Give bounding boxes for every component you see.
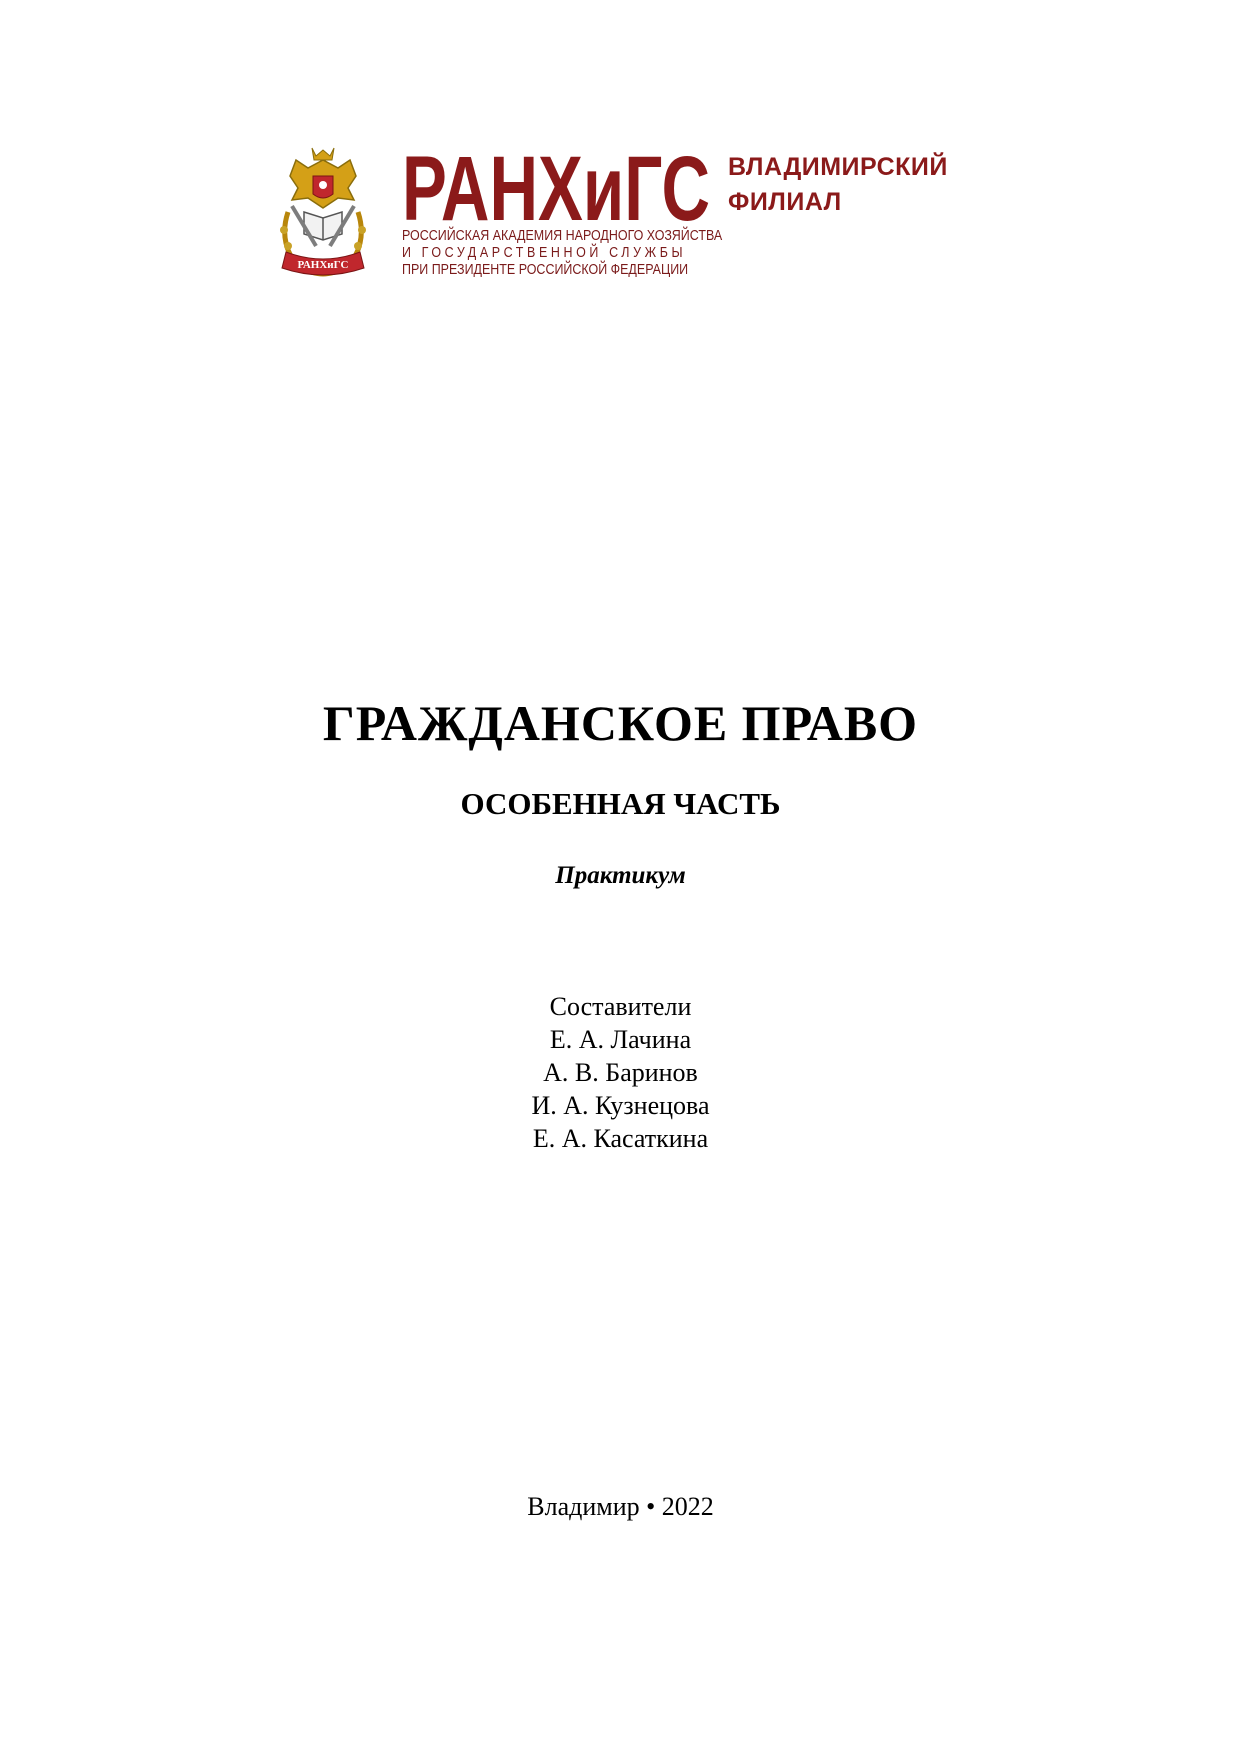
brand-name: РАНХиГС: [402, 142, 710, 228]
compilers-block: [0, 990, 1241, 1155]
branch-name: [728, 150, 948, 220]
coat-of-arms-emblem: [268, 142, 378, 282]
branch-name-line-1: ВЛАДИМИРСКИЙ: [728, 153, 948, 181]
brand-wordmark: [402, 142, 723, 282]
publisher-logo: [268, 142, 968, 282]
emblem-ribbon-text: РАНХиГС: [297, 259, 349, 271]
document-title: ГРАЖДАНСКОЕ ПРАВО: [322, 695, 919, 751]
brand-subtitle-line-3: ПРИ ПРЕЗИДЕНТЕ РОССИЙСКОЙ ФЕДЕРАЦИИ: [402, 262, 689, 278]
compiler-name: А. В. Баринов: [543, 1058, 698, 1087]
compiler-name: Е. А. Лачина: [549, 1025, 692, 1054]
brand-subtitle-line-1: РОССИЙСКАЯ АКАДЕМИЯ НАРОДНОГО ХОЗЯЙСТВА: [402, 228, 723, 244]
place-and-year: Владимир • 2022: [527, 1492, 714, 1521]
brand-name-graphic: [402, 142, 712, 228]
branch-name-line-2: ФИЛИАЛ: [728, 188, 842, 216]
compilers-heading: Составители: [549, 992, 692, 1021]
compiler-name: И. А. Кузнецова: [531, 1091, 710, 1120]
brand-subtitle-line-2: И ГОСУДАРСТВЕННОЙ СЛУЖБЫ: [402, 245, 687, 261]
document-subtitle: ОСОБЕННАЯ ЧАСТЬ: [460, 786, 781, 821]
document-genre: Практикум: [555, 862, 686, 889]
compiler-name: Е. А. Касаткина: [532, 1124, 709, 1153]
